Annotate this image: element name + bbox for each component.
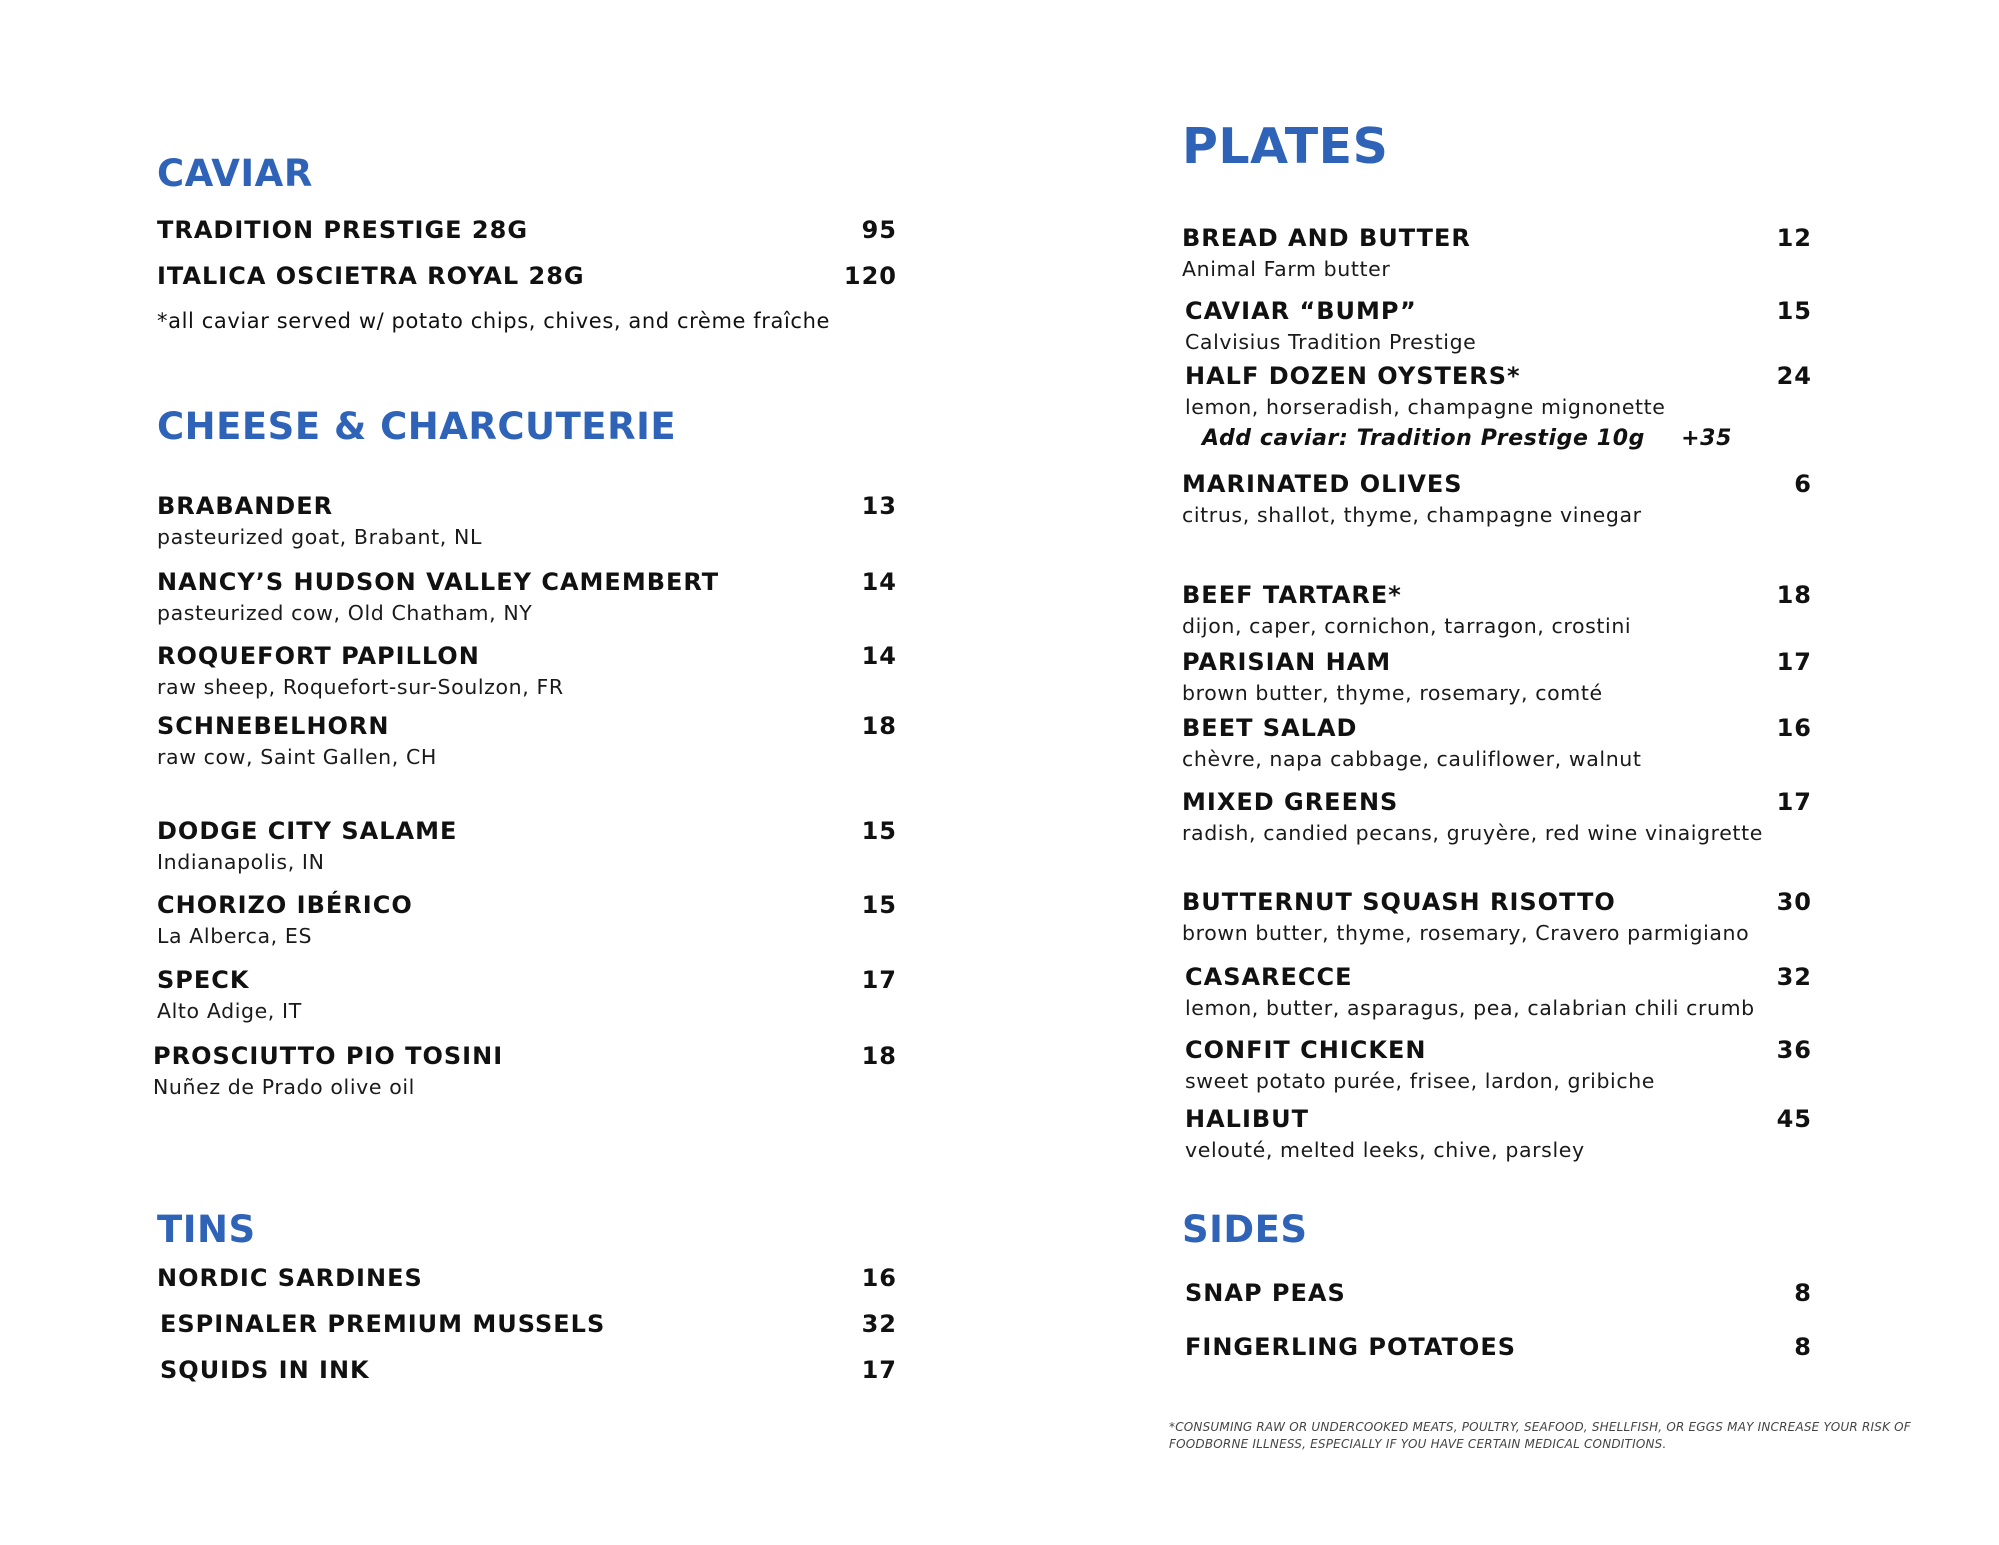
item-name: HALIBUT (1185, 1105, 1310, 1133)
item-price: 14 (861, 642, 897, 670)
item-name: BUTTERNUT SQUASH RISOTTO (1182, 888, 1616, 916)
food-safety-disclaimer: *CONSUMING RAW OR UNDERCOOKED MEATS, POULTRY, SEAFOOD, SHELLFISH, OR EGGS MAY INCREASE YOUR RISK OF FOODBORNE ILLNESS, ESPECIALLY IF YOU HAVE CERTAIN MEDICAL CONDITIONS. (1169, 1420, 1911, 1451)
item-price: 13 (861, 492, 897, 520)
item-price: 36 (1776, 1036, 1812, 1064)
menu-item (157, 712, 897, 769)
item-price: 17 (861, 1356, 897, 1384)
item-name: BRABANDER (157, 492, 334, 520)
item-description: lemon, butter, asparagus, pea, calabrian chili crumb (1185, 996, 1755, 1020)
item-name: CASARECCE (1185, 963, 1353, 991)
menu-item (157, 568, 897, 625)
item-price: 6 (1794, 470, 1812, 498)
item-name: ROQUEFORT PAPILLON (157, 642, 480, 670)
item-name: SCHNEBELHORN (157, 712, 390, 740)
item-price: 30 (1776, 888, 1812, 916)
menu-item (1182, 888, 1812, 945)
item-price: 15 (861, 891, 897, 919)
caviar-section-title: CAVIAR (157, 152, 313, 195)
item-price: 15 (1776, 297, 1812, 325)
menu-item (1185, 362, 1812, 419)
plates-section-title: PLATES (1182, 118, 1389, 175)
menu-item (157, 817, 897, 874)
item-description: velouté, melted leeks, chive, parsley (1185, 1138, 1585, 1162)
item-description: chèvre, napa cabbage, cauliflower, walnut (1182, 747, 1642, 771)
item-description: pasteurized cow, Old Chatham, NY (157, 601, 533, 625)
item-description: dijon, caper, cornichon, tarragon, crostini (1182, 614, 1632, 638)
item-name: MIXED GREENS (1182, 788, 1399, 816)
menu-item (1185, 1105, 1812, 1162)
item-price: 16 (1776, 714, 1812, 742)
item-description: raw sheep, Roquefort-sur-Soulzon, FR (157, 675, 564, 699)
cheese-section-title: CHEESE & CHARCUTERIE (157, 405, 677, 448)
menu-item (1185, 1333, 1812, 1361)
item-name: ESPINALER PREMIUM MUSSELS (160, 1310, 606, 1338)
item-description: sweet potato purée, frisee, lardon, gribiche (1185, 1069, 1656, 1093)
menu-item (160, 1356, 897, 1384)
menu-item (1182, 224, 1812, 281)
oyster-caviar-addon (1202, 426, 1732, 451)
item-name: CAVIAR “BUMP” (1185, 297, 1417, 325)
item-name: DODGE CITY SALAME (157, 817, 458, 845)
sides-section-title: SIDES (1182, 1208, 1308, 1251)
item-price: 12 (1776, 224, 1812, 252)
menu-item (160, 1310, 897, 1338)
item-price: 8 (1794, 1279, 1812, 1307)
item-description: pasteurized goat, Brabant, NL (157, 525, 482, 549)
addon-price: +35 (1681, 426, 1732, 451)
item-name: CHORIZO IBÉRICO (157, 891, 413, 919)
item-name: SNAP PEAS (1185, 1279, 1346, 1307)
menu-item (157, 966, 897, 1023)
item-price: 18 (861, 1042, 897, 1070)
menu-item (1182, 788, 1812, 845)
caviar-note: *all caviar served w/ potato chips, chives, and crème fraîche (157, 309, 830, 333)
item-price: 18 (861, 712, 897, 740)
item-description: Nuñez de Prado olive oil (153, 1075, 415, 1099)
item-name: BEET SALAD (1182, 714, 1358, 742)
item-name: BEEF TARTARE* (1182, 581, 1402, 609)
item-price: 95 (861, 216, 897, 244)
menu-item (157, 492, 897, 549)
item-description: radish, candied pecans, gruyère, red wine vinaigrette (1182, 821, 1763, 845)
menu-item (153, 1042, 897, 1099)
item-name: FINGERLING POTATOES (1185, 1333, 1517, 1361)
item-price: 120 (843, 262, 897, 290)
item-name: NANCY’S HUDSON VALLEY CAMEMBERT (157, 568, 720, 596)
item-price: 32 (861, 1310, 897, 1338)
item-description: La Alberca, ES (157, 924, 313, 948)
item-description: Animal Farm butter (1182, 257, 1391, 281)
menu-item (1185, 297, 1812, 354)
menu-item (157, 216, 897, 244)
item-price: 32 (1776, 963, 1812, 991)
item-name: CONFIT CHICKEN (1185, 1036, 1427, 1064)
item-name: TRADITION PRESTIGE 28G (157, 216, 529, 244)
item-price: 8 (1794, 1333, 1812, 1361)
menu-item (1182, 714, 1812, 771)
menu-item (1182, 581, 1812, 638)
item-name: PARISIAN HAM (1182, 648, 1392, 676)
item-name: HALF DOZEN OYSTERS* (1185, 362, 1521, 390)
addon-label: Add caviar: Tradition Prestige 10g (1202, 426, 1645, 451)
menu-item (1185, 963, 1812, 1020)
item-price: 17 (1776, 648, 1812, 676)
item-description: brown butter, thyme, rosemary, Cravero parmigiano (1182, 921, 1750, 945)
item-description: lemon, horseradish, champagne mignonette (1185, 395, 1666, 419)
item-price: 14 (861, 568, 897, 596)
tins-section-title: TINS (157, 1208, 256, 1251)
item-name: SPECK (157, 966, 250, 994)
item-name: NORDIC SARDINES (157, 1264, 423, 1292)
item-price: 18 (1776, 581, 1812, 609)
menu-item (1182, 470, 1812, 527)
item-description: citrus, shallot, thyme, champagne vinegar (1182, 503, 1642, 527)
item-price: 24 (1776, 362, 1812, 390)
item-name: MARINATED OLIVES (1182, 470, 1463, 498)
item-description: Indianapolis, IN (157, 850, 325, 874)
menu-item (1185, 1036, 1812, 1093)
menu-item (157, 891, 897, 948)
menu-item (157, 262, 897, 290)
menu-item (157, 642, 897, 699)
item-price: 15 (861, 817, 897, 845)
item-name: PROSCIUTTO PIO TOSINI (153, 1042, 504, 1070)
item-description: brown butter, thyme, rosemary, comté (1182, 681, 1603, 705)
item-price: 17 (861, 966, 897, 994)
item-description: raw cow, Saint Gallen, CH (157, 745, 437, 769)
item-price: 16 (861, 1264, 897, 1292)
item-description: Alto Adige, IT (157, 999, 302, 1023)
menu-item (1185, 1279, 1812, 1307)
item-price: 17 (1776, 788, 1812, 816)
item-price: 45 (1776, 1105, 1812, 1133)
menu-item (157, 1264, 897, 1292)
item-name: BREAD AND BUTTER (1182, 224, 1471, 252)
item-description: Calvisius Tradition Prestige (1185, 330, 1477, 354)
item-name: ITALICA OSCIETRA ROYAL 28G (157, 262, 585, 290)
menu-item (1182, 648, 1812, 705)
item-name: SQUIDS IN INK (160, 1356, 370, 1384)
